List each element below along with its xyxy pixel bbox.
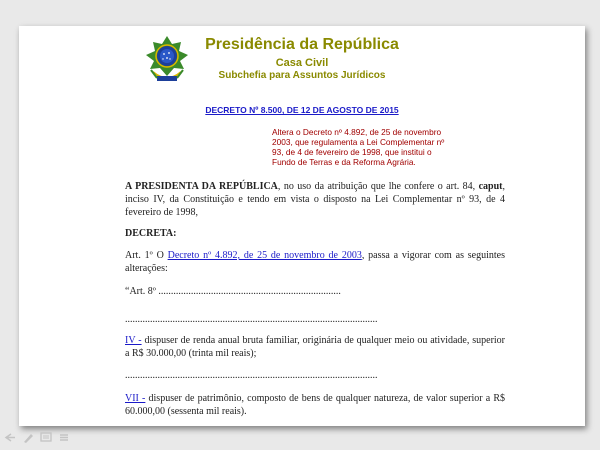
slides-icon[interactable] <box>40 432 52 443</box>
decree-title-link[interactable]: DECRETO Nº 8.500, DE 12 DE AGOSTO DE 2015 <box>205 105 399 115</box>
back-arrow-icon[interactable] <box>4 432 16 443</box>
decree-4892-link[interactable]: Decreto nº 4.892, de 25 de novembro de 2003 <box>167 250 362 261</box>
decree-summary: Altera o Decreto nº 4.892, de 25 de novembro 2003, que regulamenta a Lei Complementar nº 93, de 4 de fevereiro de 1998, que institui o Fundo de Terras e da Reforma Agrária. <box>272 127 445 167</box>
preamble-paragraph <box>97 180 505 219</box>
inciso-iv-text: dispuser de renda anual bruta familiar, originária de qualquer meio ou atividade, superior a R$ 30.000,00 (trinta mil reais); <box>125 335 506 359</box>
article-1-suffix: , passa a vigorar com as seguintes alterações: <box>125 250 506 274</box>
preamble-text-2: , inciso IV, da Constituição e tendo em vista o disposto na Lei Complementar nº 93, de 4 fevereiro de 1998, <box>125 181 505 218</box>
inciso-iv-paragraph <box>97 334 505 360</box>
inciso-vii-link[interactable]: VII - <box>125 393 146 404</box>
preamble-text-1: , no uso da atribuição que lhe confere o art. 84, <box>277 181 479 192</box>
slide-toolbar <box>4 432 84 444</box>
preamble-caput: caput <box>478 181 503 192</box>
header-title: Presidência da República <box>205 36 399 53</box>
article-1-prefix: Art. 1º O <box>125 250 168 261</box>
document-page <box>19 26 585 426</box>
menu-icon[interactable] <box>58 432 70 443</box>
header-department: Subchefia para Assuntos Jurídicos <box>218 70 386 81</box>
inciso-vii-text: dispuser de patrimônio, composto de bens de qualquer natureza, de valor superior a R$ 60.000,00 (sessenta mil reais). <box>125 393 505 417</box>
ellipsis-line-1: ..................................................................................................... <box>125 314 378 325</box>
ellipsis-line-2: ..................................................................................................... <box>125 370 378 381</box>
article-1-paragraph <box>97 249 505 275</box>
pen-icon[interactable] <box>22 432 34 443</box>
decreta-heading: DECRETA: <box>125 228 177 239</box>
preamble-lead: A PRESIDENTA DA REPÚBLICA <box>125 181 278 192</box>
inciso-vii-paragraph <box>97 392 505 418</box>
header-subtitle: Casa Civil <box>275 57 329 69</box>
article-8-line: “Art. 8º ......................................................................... <box>125 286 341 297</box>
coat-of-arms-icon <box>143 34 191 86</box>
inciso-iv-link[interactable]: IV - <box>125 335 142 346</box>
